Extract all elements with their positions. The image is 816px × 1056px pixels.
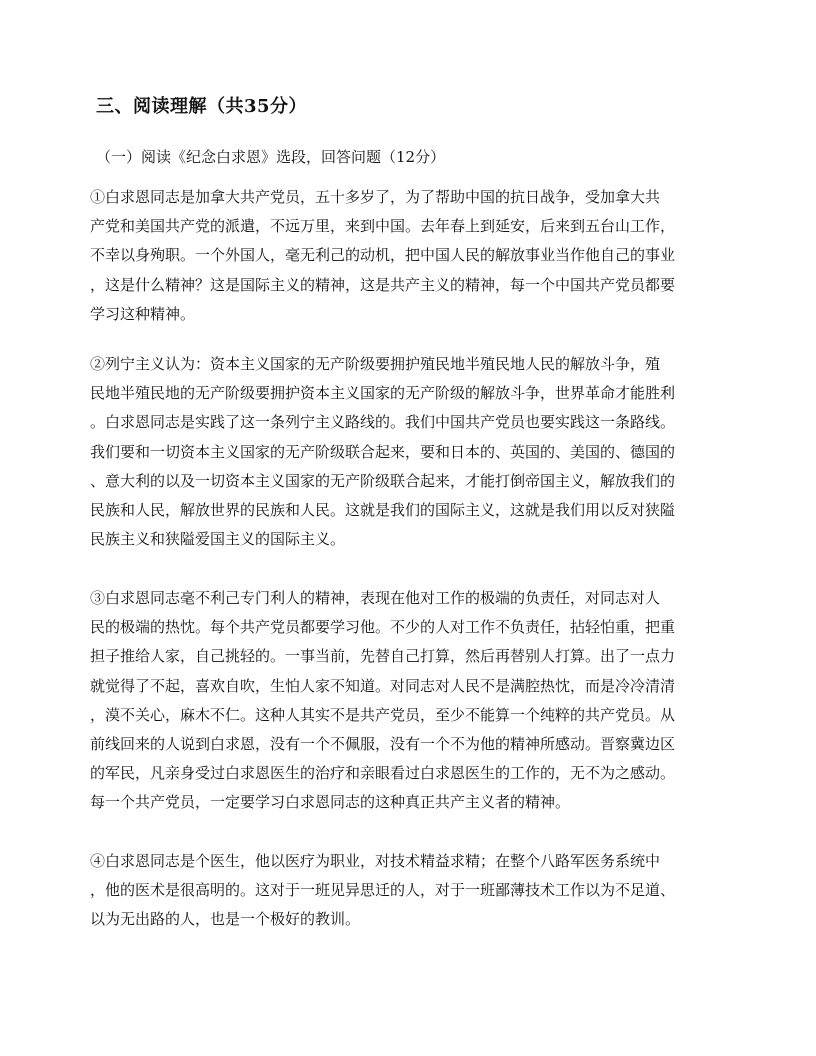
paragraph-line: 担子推给人家，自己挑轻的。一事当前，先替自己打算，然后再替别人打算。出了一点力 xyxy=(90,647,676,666)
paragraph-2 xyxy=(90,350,730,554)
paragraph-line: 不幸以身殉职。一个外国人，毫无利己的动机，把中国人民的解放事业当作他自己的事业 xyxy=(90,246,676,265)
section-heading: 三、阅读理解（共35分） xyxy=(96,96,308,117)
paragraph-line: 的军民，凡亲身受过白求恩医生的治疗和亲眼看过白求恩医生的工作的，无不为之感动。 xyxy=(90,764,676,783)
paragraph-line: ④白求恩同志是个医生，他以医疗为职业，对技术精益求精；在整个八路军医务系统中 xyxy=(90,852,661,870)
paragraph-3 xyxy=(90,584,730,818)
paragraph-line: 民族和人民，解放世界的民族和人民。这就是我们的国际主义，这就是我们用以反对狭隘 xyxy=(90,500,676,519)
paragraph-line: ②列宁主义认为：资本主义国家的无产阶级要拥护殖民地半殖民地人民的解放斗争，殖 xyxy=(90,355,661,373)
paragraph-line: 产党和美国共产党的派遣，不远万里，来到中国。去年春上到延安，后来到五台山工作， xyxy=(90,217,676,236)
paragraph-line: ，漠不关心，麻木不仁。这种人其实不是共产党员，至少不能算一个纯粹的共产党员。从 xyxy=(90,705,676,724)
paragraph-line: 民族主义和狭隘爱国主义的国际主义。 xyxy=(90,530,346,549)
paragraph-4 xyxy=(90,847,730,935)
paragraph-line: 每一个共产党员，一定要学习白求恩同志的这种真正共产主义者的精神。 xyxy=(90,793,571,812)
paragraph-line: 学习这种精神。 xyxy=(90,304,196,323)
question-subheading: （一）阅读《纪念白求恩》选段，回答问题（12分） xyxy=(96,148,446,166)
paragraph-line: ，他的医术是很高明的。这对于一班见异思迁的人，对于一班鄙薄技术工作以为不足道、 xyxy=(90,881,676,900)
paragraph-line: 。白求恩同志是实践了这一条列宁主义路线的。我们中国共产党员也要实践这一条路线。 xyxy=(90,413,676,432)
paragraph-line: 、意大利的以及一切资本主义国家的无产阶级联合起来，才能打倒帝国主义，解放我们的 xyxy=(90,471,676,490)
paragraph-line: 民的极端的热忱。每个共产党员都要学习他。不少的人对工作不负责任，拈轻怕重，把重 xyxy=(90,618,676,637)
paragraph-line: 就觉得了不起，喜欢自吹，生怕人家不知道。对同志对人民不是满腔热忱，而是冷冷清清 xyxy=(90,676,676,695)
paragraph-line: 以为无出路的人，也是一个极好的教训。 xyxy=(90,910,361,929)
paragraph-1 xyxy=(90,183,730,329)
paragraph-line: ①白求恩同志是加拿大共产党员，五十多岁了，为了帮助中国的抗日战争，受加拿大共 xyxy=(90,188,661,206)
paragraph-line: 民地半殖民地的无产阶级要拥护资本主义国家的无产阶级的解放斗争，世界革命才能胜利 xyxy=(90,384,676,403)
paragraph-line: 我们要和一切资本主义国家的无产阶级联合起来，要和日本的、英国的、美国的、德国的 xyxy=(90,442,676,461)
paragraph-line: ，这是什么精神？这是国际主义的精神，这是共产主义的精神，每一个中国共产党员都要 xyxy=(90,275,676,294)
paragraph-line: 前线回来的人说到白求恩，没有一个不佩服，没有一个不为他的精神所感动。晋察冀边区 xyxy=(90,734,676,753)
paragraph-line: ③白求恩同志毫不利己专门利人的精神，表现在他对工作的极端的负责任，对同志对人 xyxy=(90,589,661,607)
